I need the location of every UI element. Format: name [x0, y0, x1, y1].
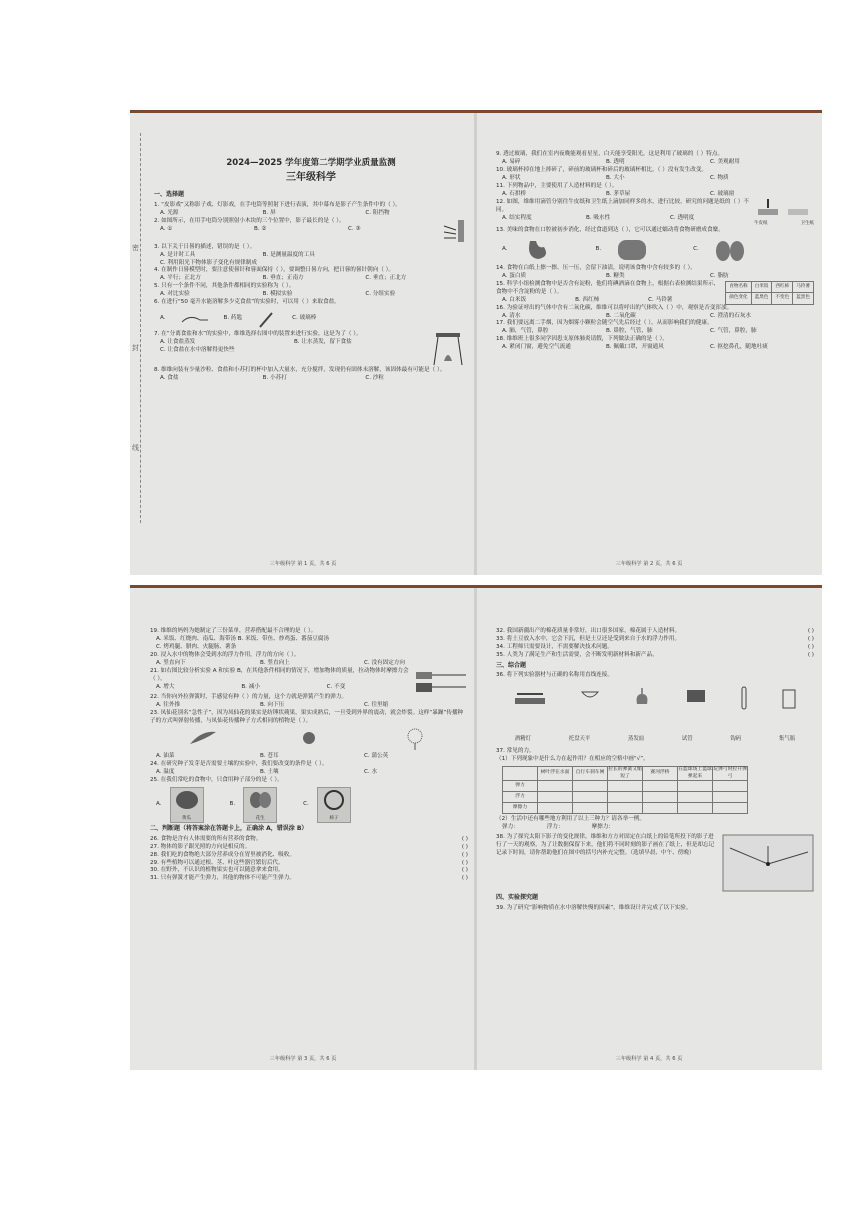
answer-cell[interactable]: [643, 803, 678, 814]
section-heading: 三、综合题: [496, 661, 527, 669]
section-heading: 四、实验探究题: [496, 894, 539, 902]
table-header-cell: 拉长的弹簧又缩短了: [608, 766, 643, 781]
question: 16. 为验证呼出的气体中含有二氧化碳，维维可以将呼出的气体吹入（ ）中，观察是否变浑浊。: [496, 304, 733, 311]
page-footer: 三年级科学 第 1 页，共 6 页: [269, 561, 337, 567]
option: B. 减小: [241, 683, 260, 690]
option: A. 易碎: [502, 158, 521, 165]
option: B. 模拟实验: [262, 291, 293, 298]
persimmon-icon: [320, 788, 348, 812]
answer-cell[interactable]: [678, 803, 713, 814]
option: C. 水: [364, 769, 378, 776]
judge-item: [150, 836, 468, 844]
option: B. 小苏打: [262, 375, 287, 382]
question: 4. 在制作日晷模型时，要注意使晷针和晷面保持（ ），要调整日晷方向，把日晷的晷针朝向（ ）。: [154, 267, 395, 274]
paper-dropper-figure: [754, 199, 814, 227]
option: B. 透明: [606, 158, 625, 165]
lungs-icon: [713, 237, 747, 263]
options: [496, 175, 814, 183]
option: C. 烤鸡腿、腊肉、火腿肠、薯条: [156, 643, 237, 650]
answer-bracket: ( ): [461, 875, 468, 882]
answer-cell[interactable]: [678, 781, 713, 792]
blank-label: 弹力：: [502, 824, 519, 831]
question: 15. 科学小组检测食物中是否含有淀粉，他们将碘酒滴在食物上，根据右表检测结果所示，食物中不含淀粉的是（ ）。: [496, 280, 720, 295]
options: [496, 159, 814, 167]
question: 19. 维维的妈妈为她制定了三份菜单，营养搭配最不合理的是（ ）。: [150, 628, 317, 634]
judge-text: 32. 我国新疆出产的棉花质量非常好，出口很多国家，棉花属于人造材料。: [496, 628, 681, 634]
option: C. 利用阳光下物体影子变化有规律制成: [160, 259, 257, 266]
question-part: （2）生活中还有哪些地方利用了以上三种力？请各举一例。: [496, 816, 645, 823]
option: C. 物质: [710, 174, 729, 181]
table-cell: 不变色: [772, 293, 793, 304]
option: C. ③: [348, 225, 361, 232]
judge-item: [150, 844, 468, 852]
judge-text: 29. 有些植物可以通过根、茎、叶这些器官繁衍后代。: [150, 859, 284, 866]
exam-subtitle: 三年级科学: [286, 172, 336, 184]
option: A. ①: [160, 225, 173, 232]
peanut-icon: [246, 788, 274, 812]
option: A. 增大: [156, 683, 175, 690]
table-cell: 白米饭: [751, 281, 772, 292]
option: B.: [229, 801, 236, 808]
answer-bracket: ( ): [807, 651, 814, 658]
table-header-cell: [503, 766, 538, 781]
option: B. 鼻腔，气管，肺: [606, 328, 653, 335]
apparatus-name: 试管: [681, 736, 693, 743]
answer-cell[interactable]: [713, 792, 748, 803]
option: A. 食盐: [160, 375, 179, 382]
question: 2. 如图所示，在用手电筒分别照射小木块的三个位置中，影子最长的是（ ）。: [154, 217, 345, 224]
options: [150, 702, 468, 710]
option: B. 垂直；正南方: [262, 275, 304, 282]
options: [150, 660, 468, 668]
option: C. 往里缩: [364, 701, 389, 708]
question: 25. 在我们常吃的食物中，只食用种子部分的是（ ）。: [150, 777, 283, 784]
option: A. 形状: [502, 174, 521, 181]
blank-label: 摩擦力：: [591, 824, 614, 831]
option: C. 蒲公英: [364, 753, 389, 760]
question: 36. 将下列实验器材与正确的名称用直线连接。: [496, 672, 613, 679]
question: 18. 维维班上很多同学因患支原体肺炎请假，下列做法正确的是（ ）。: [496, 336, 668, 343]
apparatus-names: [496, 736, 814, 744]
hook-weights-icon: [685, 686, 707, 704]
option: C. 阻挡物: [365, 209, 390, 216]
option: C. 脂肪: [710, 272, 729, 279]
option: C. 气管，鼻腔，肺: [710, 328, 757, 335]
table-cell: 食物名称: [726, 281, 751, 292]
side-mark: 线: [132, 444, 139, 452]
options-with-pictures: [154, 309, 468, 329]
figure-label: 卫生纸: [800, 220, 814, 226]
judge-item: [496, 628, 814, 636]
options: [496, 215, 754, 223]
answer-cell[interactable]: [713, 803, 748, 814]
food-options: [150, 787, 468, 823]
apparatus-name: 酒精灯: [514, 736, 532, 743]
option: C. 让食盐在水中溶解得更快些: [160, 347, 235, 354]
stomach-icon: [522, 237, 552, 263]
option: B. 让水蒸发，留下食盐: [294, 339, 352, 346]
section-heading: 一、选择题: [154, 191, 185, 199]
exam-title: 2024—2025 学年度第二学期学业质量监测: [226, 158, 396, 168]
figure-label: 牛皮纸: [754, 220, 768, 226]
answer-cell[interactable]: [608, 781, 643, 792]
option: B. 药匙: [223, 315, 243, 322]
answer-cell[interactable]: [643, 781, 678, 792]
answer-bracket: ( ): [461, 867, 468, 874]
answer-bracket: ( ): [461, 843, 468, 850]
question: 8. 维维向装有少量沙粒、食盐和小苏打的杯中加入大量水，充分搅拌，发现仍有固体未溶解，该固体最有可能是（ ）。: [154, 367, 446, 374]
answer-bracket: ( ): [807, 628, 814, 634]
page-footer: 三年级科学 第 4 页，共 6 页: [615, 1056, 683, 1062]
table-header-cell: 玩弹弓时拉开弹弓: [713, 766, 748, 781]
option: A. 平行；正北方: [160, 275, 201, 282]
exam-sheet-pages-3-4: [130, 585, 822, 1070]
option: B. ②: [254, 225, 267, 232]
option: A. 蛋白质: [502, 272, 527, 279]
option: B. 茅草屋: [606, 190, 631, 197]
question: 22. 当你向外拉弹簧时，手感觉有种（ ）的力量，这个力就是弹簧产生的弹力。: [150, 693, 348, 700]
judge-text: 26. 食物是含有人体需要的所有营养的食物。: [150, 835, 262, 842]
side-mark: 密: [132, 244, 139, 252]
table-header-cell: 在篮球场上篮球弹起来: [678, 766, 713, 781]
option: C. 垂直；正北方: [365, 275, 407, 282]
force-table: [502, 766, 748, 815]
question: 24. 在研究种子发芽是否需要土壤的实验中，我们要改变的条件是（ ）。: [150, 761, 328, 768]
picture-label: 花生: [255, 815, 265, 821]
table-cell: 马铃薯: [793, 281, 814, 292]
exam-sheet-pages-1-2: [130, 110, 822, 575]
table-row: [726, 281, 814, 292]
page-2: [476, 113, 822, 575]
question: 23. 凤仙花别名“急性子”，因为凤仙花的果实是纺锤状蒴果，果实成熟后，一旦受到外界的震动，就会炸裂。这样“暴躁”传播种子的方式叫弹射传播，与凤仙花传播种子方式相同的植物是（ ）。: [150, 709, 464, 724]
question: 12. 如图，维维用滴管分别往牛皮纸和卫生纸上滴加同样多的水，进行比较，研究的问题是纸的（ ）不同。: [496, 198, 749, 213]
options: [154, 339, 428, 347]
answer-cell[interactable]: [573, 792, 608, 803]
row-label: 摩擦力: [503, 803, 538, 814]
picture-label: 黄瓜: [182, 815, 192, 821]
judge-item: [496, 636, 814, 644]
options: [154, 375, 468, 383]
answer-cell[interactable]: [538, 781, 573, 792]
judge-item: [496, 644, 814, 652]
shadow-diagram: [722, 834, 814, 892]
judge-item: [496, 652, 814, 660]
row-label: 弹力: [503, 781, 538, 792]
answer-cell[interactable]: [608, 803, 643, 814]
option: B. 苍耳: [260, 753, 279, 760]
flashlight-block-figure: [442, 218, 468, 244]
balance-scale-icon: [513, 686, 547, 706]
option: C. 玻璃棒: [292, 315, 317, 322]
options: [154, 226, 442, 234]
table-cell: 蓝黑色: [793, 293, 814, 304]
table-cell: 颜色变化: [726, 293, 751, 304]
option: A. 竖直向下: [156, 659, 186, 666]
question: 14. 食物在白纸上擦一擦、压一压，会留下油渍，说明该食物中含有较多的（ ）。: [496, 264, 696, 271]
picture-label: 柿子: [329, 815, 339, 821]
side-mark: 封: [132, 344, 139, 352]
options: [154, 347, 428, 355]
table-header-cell: 树叶浮在水面: [538, 766, 573, 781]
binding-line: [130, 133, 141, 523]
answer-bracket: ( ): [461, 851, 468, 858]
option: C. 马铃薯: [648, 296, 673, 303]
options: [154, 252, 468, 260]
option: A. 光源: [160, 209, 179, 216]
option: A. 白米饭: [502, 296, 527, 303]
option: C. 没有固定方向: [364, 659, 406, 666]
cucumber-icon: [173, 788, 201, 812]
option: A. 是计时工具: [160, 251, 196, 258]
table-row: [503, 803, 748, 814]
apparatus-pictures: [496, 686, 814, 710]
dandelion-icon: [400, 728, 430, 750]
spoon-icon: [256, 309, 278, 329]
peanut-picture: [243, 787, 277, 823]
page-footer: 三年级科学 第 3 页，共 6 页: [269, 1056, 337, 1062]
question: 37. 常见的力。: [496, 747, 535, 754]
option: A. 结实程度: [502, 214, 532, 221]
apparatus-name: 托盘天平: [568, 736, 591, 743]
answer-bracket: ( ): [807, 643, 814, 650]
table-row: [503, 792, 748, 803]
options: [154, 210, 468, 218]
options: [154, 291, 468, 299]
option: B. 土壤: [260, 769, 279, 776]
judge-text: 34. 工程师只需要设计，不需要解决技术问题。: [496, 643, 613, 650]
options: [150, 684, 412, 692]
judge-text: 35. 人类为了满足生产和生活需要，会不断发明新材料和新产品。: [496, 651, 658, 658]
option: B. 佩戴口罩，开窗通风: [606, 344, 664, 351]
option: B. 屏: [262, 209, 276, 216]
option: A. 油菜: [156, 753, 175, 760]
table-header-cell: 自行车刹车闸: [573, 766, 608, 781]
cocklebur-icon: [294, 728, 324, 748]
option: B.: [595, 245, 602, 252]
judge-text: 33. 将土豆放入水中，它会下沉，但是土豆还是受到来自于水的浮力作用。: [496, 635, 681, 642]
evaporation-stand-figure: [428, 331, 468, 367]
hand-icon: [180, 312, 210, 326]
option: C. 美观耐用: [710, 158, 740, 165]
option: B. 是测量温度的工具: [262, 251, 315, 258]
table-row: [726, 293, 814, 304]
option: A. 清水: [502, 312, 521, 319]
row-label: 浮力: [503, 792, 538, 803]
answer-bracket: ( ): [807, 635, 814, 642]
page-footer: 三年级科学 第 2 页，共 6 页: [615, 561, 683, 567]
question: 11. 下列物品中，主要使用了人造材料的是（ ）。: [496, 182, 618, 189]
option: C. 分组实验: [365, 291, 396, 298]
organ-options: [496, 237, 814, 263]
answer-cell[interactable]: [608, 792, 643, 803]
option: B. 二氧化碳: [606, 312, 636, 319]
question: 21. 如右图比较分析实验 A 和实验 B，在其他条件相同的情况下，增加物体的质量，拉动物体时摩擦力会（ ）。: [150, 667, 409, 682]
options: [496, 344, 814, 352]
answer-bracket: ( ): [461, 859, 468, 866]
options: [150, 636, 468, 644]
page-4: [476, 588, 822, 1070]
question: 7. 在“分离食盐和水”的实验中，维维选择右图中的装置来进行实验，这是为了（ ）。: [154, 331, 362, 338]
answer-cell[interactable]: [678, 792, 713, 803]
answer-cell[interactable]: [573, 781, 608, 792]
options: [496, 297, 721, 305]
option: A. 对比实验: [160, 291, 190, 298]
question: 13. 美味的食物在口腔被初步消化，经过食道到达（ ），它可以通过蠕动将食物研磨成食糜。: [496, 226, 724, 233]
table-header-row: [503, 766, 748, 781]
table-header-cell: 赛河浮桥: [643, 766, 678, 781]
intestine-icon: [615, 237, 649, 263]
option: C. 不变: [326, 683, 346, 690]
question: 5. 只有一个条件不同，其他条件都相同的实验称为（ ）。: [154, 283, 295, 290]
question: 38. 为了探究太阳下影子的变化规律，维维和方方对固定在白纸上的铅笔所投下的影子进行了一天的观察，为了让数据保留下来，他们将不同时刻的影子画在了纸上，但是却忘记记录下时间，请你帮助他们在图中的括号内补充完整。（选填早晨、中午、傍晚）: [496, 834, 715, 857]
apparatus-name: 蒸发皿: [628, 736, 645, 743]
option: C. 抠挖鼻孔，随地吐痰: [710, 344, 768, 351]
cucumber-picture: [170, 787, 204, 823]
judge-text: 28. 我们吃的食物绝大部分营养成分在胃里被消化、吸收。: [150, 851, 295, 858]
option: B. 竖直向上: [260, 659, 290, 666]
option: A.: [156, 801, 162, 808]
question: 3. 以下关于日晷的描述，错误的是（ ）。: [154, 243, 256, 250]
option: A.: [160, 315, 166, 322]
gas-jar-icon: [781, 686, 797, 710]
option: C. 澄清的石灰水: [710, 312, 752, 319]
question: 9. 透过玻璃，我们在室内夜晚能观看星星，白天能享受阳光，这是利用了玻璃的（ ）特点。: [496, 151, 724, 157]
option: C.: [693, 245, 699, 252]
option: B. 糖类: [606, 272, 625, 279]
page-3: [130, 588, 476, 1070]
option: C.: [303, 801, 309, 808]
question: 6. 在进行“50 毫升水能溶解多少克食盐”的实验时，可以用（ ）来取食盐。: [154, 299, 340, 306]
option: B. 大小: [606, 174, 625, 181]
answer-cell[interactable]: [538, 803, 573, 814]
option: A. 温度: [156, 769, 175, 776]
blank-label: 浮力：: [546, 824, 564, 831]
question: 39. 为了研究“影响物质在水中溶解快慢的因素”，维维设计并完成了以下实验。: [496, 904, 692, 911]
answer-cell[interactable]: [538, 792, 573, 803]
option: C. 玻璃窗: [710, 190, 735, 197]
answer-cell[interactable]: [573, 803, 608, 814]
question: 1. “皮影戏”又称影子戏、灯影戏，在手电筒等照射下进行表演，其中幕布是影子产生条件中的（ ）。: [154, 201, 401, 208]
option: A. 让食盐蒸发: [160, 339, 196, 346]
dropper-icon: [756, 199, 812, 217]
test-tube-icon: [740, 686, 748, 710]
apparatus-name: 集气瓶: [778, 736, 796, 743]
option: B. 吸水性: [586, 214, 611, 221]
judge-text: 30. 在野外，不认识的植物果实也可以随意拿来食用。: [150, 867, 284, 874]
question: 17. 我们要远离二手烟，因为烟雾小颗粒会随空气先后经过（ ），从而影响我们的健康。: [496, 320, 713, 327]
evaporating-dish-icon: [580, 686, 600, 702]
alcohol-lamp-icon: [633, 686, 651, 706]
rapeseed-pod-icon: [188, 728, 218, 748]
apparatus-name: 钩码: [730, 736, 742, 743]
option: B. 西红柿: [575, 296, 600, 303]
question: 10. 玻璃杯掉在地上摔碎了，碎前的玻璃杯和碎后的玻璃杯相比，（ ）没有发生改变。: [496, 166, 708, 173]
option: C. 沙粒: [365, 375, 384, 382]
question-part: （1）下列现象中是什么力在起作用？在相应的空格中画“√”。: [496, 755, 649, 762]
judge-item: [150, 852, 468, 860]
starch-test-table: [725, 281, 814, 305]
option: A. 肺，气管，鼻腔: [502, 328, 549, 335]
friction-experiment-figure: [412, 668, 468, 694]
option: B. 向下压: [260, 701, 285, 708]
option: A.: [502, 245, 508, 252]
table-cell: 蓝黑色: [751, 293, 772, 304]
option: A. 米饭、红烧肉、南瓜、海带汤 B. 米饭、带鱼、炒鸡蛋、番茄豆腐汤: [156, 635, 330, 642]
option: A. 石拱桥: [502, 190, 527, 197]
options: [496, 191, 814, 199]
option: A. 紧闭门窗，避免空气流通: [502, 344, 571, 351]
answer-bracket: ( ): [461, 835, 468, 842]
option: C. 透明度: [670, 214, 695, 221]
table-cell: 西红柿: [772, 281, 793, 292]
table-row: [503, 781, 748, 792]
options: [150, 644, 468, 652]
plant-figures: [150, 728, 468, 750]
option: A. 往外推: [156, 701, 181, 708]
section-heading: 二、判断题（将答案涂在答题卡上，正确涂 A，错误涂 B）: [150, 825, 308, 833]
judge-text: 27. 物体的影子跟光照的方向是相反的。: [150, 843, 251, 850]
persimmon-picture: [317, 787, 351, 823]
question: 20. 浸入水中的物体会受到水的浮力作用，浮力的方向（ ）。: [150, 651, 300, 658]
judge-item: [150, 875, 468, 883]
options: [496, 273, 814, 281]
answer-cell[interactable]: [713, 781, 748, 792]
fill-blanks: [496, 824, 814, 832]
page-1: [130, 113, 476, 575]
answer-cell[interactable]: [643, 792, 678, 803]
judge-text: 31. 只有弹簧才能产生弹力，其他的物体不可能产生弹力。: [150, 875, 295, 882]
